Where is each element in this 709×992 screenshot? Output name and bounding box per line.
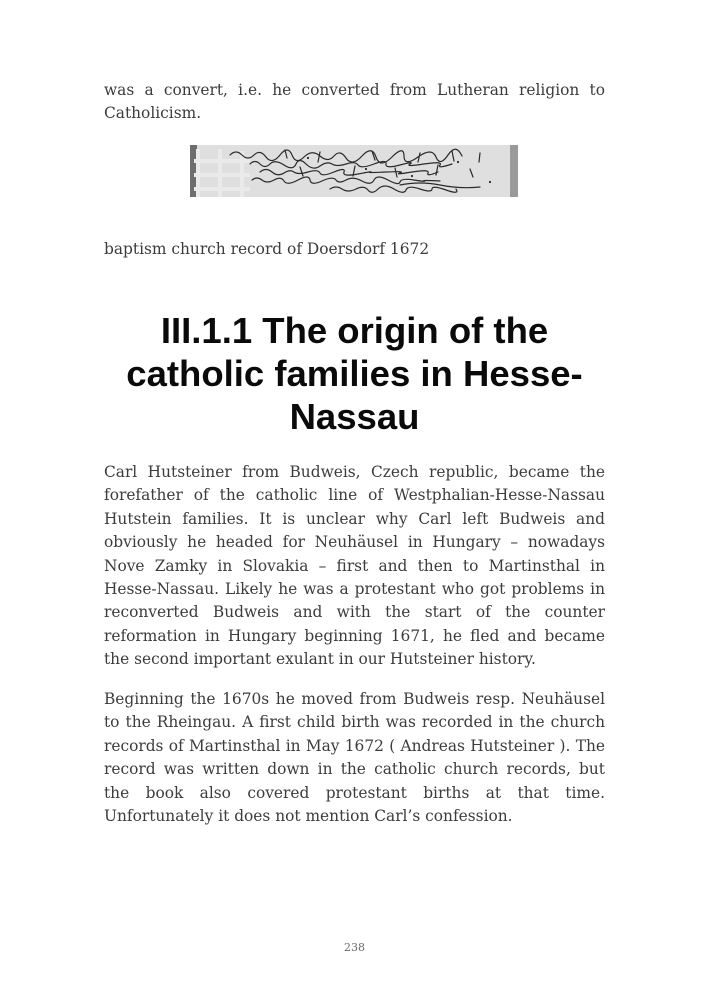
church-record-scan-image (190, 145, 518, 197)
page-number: 238 (344, 941, 365, 954)
section-heading: III.1.1 The origin of the catholic families in Hesse-Nassau (126, 310, 583, 437)
body-paragraph: Carl Hutsteiner from Budweis, Czech republic, became the forefather of the catholic line of Westphalian-Hesse-Nassau Hutstein families. It is unclear why Carl left Budweis and obviously he headed for Neuhäusel in Hungary – nowadays Nove Zamky in Slovakia – first and then to Martinsthal in Hesse-Nassau. Likely he was a protestant who got problems in reconverted Budweis and with the start of the counter reformation in Hungary beginning 1671, he fled and became the second important exulant in our Hutsteiner history. (104, 463, 605, 669)
intro-paragraph: was a convert, i.e. he converted from Lutheran religion to Catholicism. (104, 81, 605, 123)
image-caption: baptism church record of Doersdorf 1672 (104, 240, 430, 258)
body-paragraph: Beginning the 1670s he moved from Budweis resp. Neuhäusel to the Rheingau. A first child birth was recorded in the church records of Martinsthal in May 1672 ( Andreas Hutsteiner ). The record was written down in the catholic church records, but the book also covered protestant births at that time. Unfortunately it does not mention Carl’s confession. (104, 690, 605, 826)
